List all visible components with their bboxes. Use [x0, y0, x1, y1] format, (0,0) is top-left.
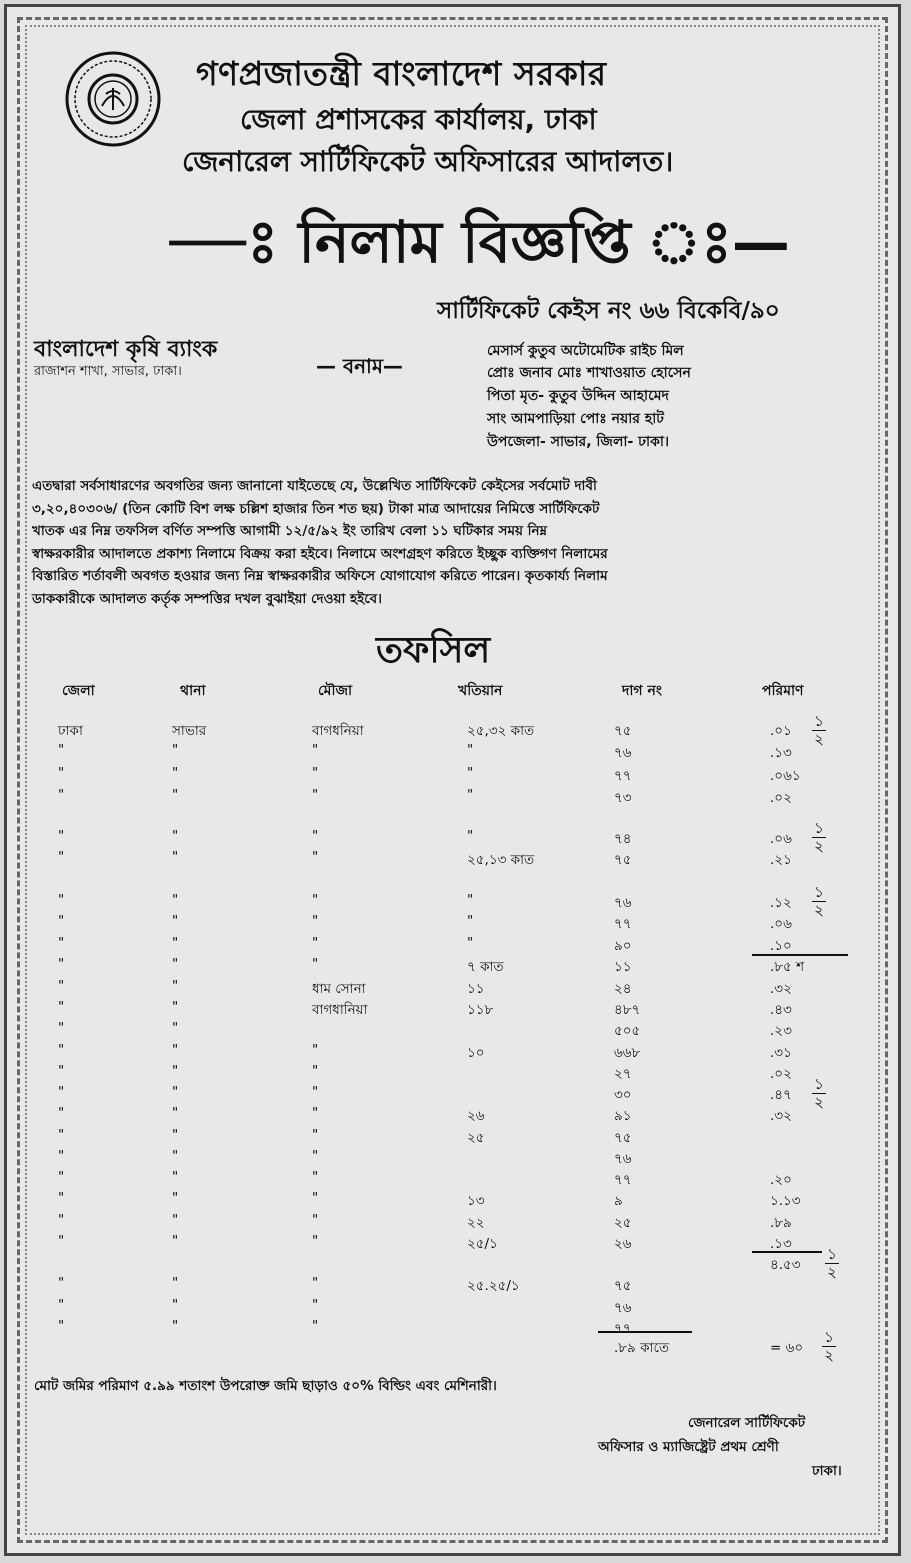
row-amount: .২০ [770, 1172, 792, 1188]
row-amount: .৩১ [770, 1045, 792, 1061]
row-dag: ৯১ [614, 1108, 632, 1124]
row-khatian: ২৬ [467, 1108, 485, 1124]
table-row [0, 828, 911, 848]
row-district: " [58, 1169, 66, 1185]
row-khatian: ২২ [467, 1215, 485, 1231]
row-amount: ১.১৩ [770, 1193, 801, 1209]
row-thana: " [172, 913, 180, 929]
row-district: " [58, 1318, 66, 1334]
row-thana: " [172, 1297, 180, 1313]
row-dag: ৭৫ [614, 852, 632, 868]
notice-line: ৩,২০,৪০৩০৬/ (তিন কোটি বিশ লক্ষ চল্লিশ হাজার তিন শত ছয়) টাকা মাত্র আদায়ের নিমিত্তে সার্টিফিকেট [32, 500, 600, 517]
row-thana: " [172, 1169, 180, 1185]
row-amount: .৩২ [770, 1108, 792, 1124]
table-row [0, 1297, 911, 1317]
row-khatian: ২৫,১৩ কাত [467, 852, 535, 868]
row-dag: ৪৮৭ [614, 1002, 641, 1018]
defendant-line: পিতা মৃত- কুতুব উদ্দিন আহামেদ [487, 388, 669, 404]
table-row [0, 1169, 911, 1189]
row-khatian: ১১ [467, 981, 485, 997]
column-header-dag: দাগ নং [622, 683, 662, 699]
row-mouza: " [312, 1275, 320, 1291]
subtotal-line [752, 1251, 822, 1253]
row-khatian: ২৫/১ [467, 1236, 498, 1252]
row-mouza: " [312, 935, 320, 951]
row-mouza: " [312, 742, 320, 758]
row-dag: ৫০৫ [614, 1023, 641, 1039]
row-district: " [58, 849, 66, 865]
row-mouza: " [312, 765, 320, 781]
row-amount: ৪.৫৩ [770, 1257, 801, 1273]
notice-body [32, 475, 872, 611]
notice-line: স্বাক্ষরকারীর আদালতে প্রকাশ্য নিলামে বিক্রয় করা হইবে। নিলামে অংশগ্রহণ করিতে ইচ্ছুক ব্যক্তিগণ নিলামের [32, 545, 608, 562]
row-mouza: " [312, 1127, 320, 1143]
header-court: জেনারেল সার্টিফিকেট অফিসারের আদালত। [182, 145, 674, 178]
table-row [0, 1084, 911, 1104]
row-amount: .০৬ [770, 831, 792, 847]
column-header-mouza: মৌজা [318, 683, 353, 699]
row-dag: ৭৭ [614, 768, 632, 784]
row-dag: ৬৬৮ [614, 1045, 641, 1061]
row-khatian: " [467, 935, 475, 951]
row-amount: .১৩ [770, 1236, 792, 1252]
table-row [0, 956, 911, 976]
column-header-thana: থানা [180, 683, 206, 699]
table-row [0, 1337, 911, 1357]
row-thana: " [172, 787, 180, 803]
row-mouza: " [312, 1212, 320, 1228]
row-district: " [58, 935, 66, 951]
table-row [0, 892, 911, 912]
row-thana: " [172, 999, 180, 1015]
table-row [0, 1254, 911, 1274]
row-khatian: " [467, 742, 475, 758]
table-row [0, 742, 911, 762]
plaintiff-branch: রাজাশন শাখা, সাভার, ঢাকা। [34, 364, 182, 379]
row-district: " [58, 892, 66, 908]
row-mouza: " [312, 956, 320, 972]
row-dag: ৭৫ [614, 1278, 632, 1294]
row-mouza: " [312, 1148, 320, 1164]
row-khatian: " [467, 828, 475, 844]
row-dag: ৭৩ [614, 790, 632, 806]
table-row [0, 1105, 911, 1125]
table-row [0, 849, 911, 869]
row-thana: " [172, 1063, 180, 1079]
signature-line: জেনারেল সার্টিফিকেট [688, 1415, 806, 1431]
row-thana: " [172, 1020, 180, 1036]
row-district: ঢাকা [58, 723, 83, 739]
row-district: " [58, 1063, 66, 1079]
row-khatian: ২৫,৩২ কাত [467, 723, 535, 739]
row-mouza: " [312, 1105, 320, 1121]
table-row [0, 1127, 911, 1147]
row-district: " [58, 913, 66, 929]
row-thana: " [172, 956, 180, 972]
row-district: " [58, 765, 66, 781]
row-amount: = ৬০ [770, 1340, 804, 1356]
row-dag: ৭৬ [614, 895, 632, 911]
table-row [0, 978, 911, 998]
table-row [0, 720, 911, 740]
row-amount: .৮৯ [770, 1215, 792, 1231]
row-dag: .৮৯ কাতে [614, 1340, 670, 1356]
row-amount: .০২ [770, 1066, 792, 1082]
row-dag: ২৪ [614, 981, 632, 997]
row-mouza: " [312, 913, 320, 929]
row-dag: ৭৫ [614, 1130, 632, 1146]
column-header-amount: পরিমাণ [762, 683, 804, 699]
row-district: " [58, 787, 66, 803]
row-amount: .০১ [770, 723, 792, 739]
defendant-line: প্রোঃ জনাব মোঃ শাখাওয়াত হোসেন [487, 365, 691, 381]
header-office: জেলা প্রশাসকের কার্যালয়, ঢাকা [240, 103, 597, 136]
row-mouza: " [312, 1318, 320, 1334]
row-thana: " [172, 1148, 180, 1164]
schedule-title: তফসিল [376, 630, 491, 671]
row-mouza: বাগধনিয়া [312, 723, 364, 739]
row-khatian: ১০ [467, 1045, 485, 1061]
fraction-half: ১ ২ [825, 1247, 839, 1280]
table-row [0, 1042, 911, 1062]
row-mouza: " [312, 1233, 320, 1249]
notice-line: এতদ্বারা সর্বসাধারণের অবগতির জন্য জানানো যাইতেছে যে, উল্লেখিত সার্টিফিকেট কেইসের সর্বমোট দাবী [32, 478, 597, 494]
row-khatian: " [467, 765, 475, 781]
row-khatian: " [467, 913, 475, 929]
table-row [0, 765, 911, 785]
row-district: " [58, 978, 66, 994]
fraction-half: ১ ২ [812, 1077, 826, 1110]
plaintiff-name: বাংলাদেশ কৃষি ব্যাংক [34, 337, 218, 362]
table-row [0, 1275, 911, 1295]
row-mouza: " [312, 1084, 320, 1100]
row-district: " [58, 1233, 66, 1249]
row-mouza: " [312, 1063, 320, 1079]
row-dag: ২৫ [614, 1215, 632, 1231]
row-dag: ৭৫ [614, 723, 632, 739]
row-amount: .৩২ [770, 981, 792, 997]
row-amount: .১০ [770, 938, 792, 954]
row-amount: .১২ [770, 895, 792, 911]
subtotal-line [598, 1331, 692, 1333]
row-amount: .১৩ [770, 745, 792, 761]
row-district: " [58, 1042, 66, 1058]
row-amount: .৪৭ [770, 1087, 792, 1103]
row-dag: ২৭ [614, 1066, 632, 1082]
row-dag: ১১ [614, 959, 632, 975]
row-mouza: " [312, 828, 320, 844]
row-khatian: ২৫.২৫/১ [467, 1278, 520, 1294]
column-header-district: জেলা [62, 683, 95, 699]
table-row [0, 1148, 911, 1168]
row-mouza: " [312, 787, 320, 803]
row-dag: ২৬ [614, 1236, 632, 1252]
row-amount: .৪৩ [770, 1002, 792, 1018]
notice-line: ডাককারীকে আদালত কর্তৃক সম্পত্তির দখল বুঝাইয়া দেওয়া হইবে। [32, 590, 382, 607]
fraction-half: ১ ২ [812, 821, 826, 854]
signature-line: অফিসার ও ম্যাজিষ্ট্রেট প্রথম শ্রেণী [598, 1439, 779, 1455]
row-amount: .০২ [770, 790, 792, 806]
row-amount: .০৬ [770, 916, 792, 932]
table-row [0, 999, 911, 1019]
table-row [0, 935, 911, 955]
row-district: " [58, 1084, 66, 1100]
fraction-half: ১ ২ [822, 1330, 836, 1363]
row-khatian: " [467, 787, 475, 803]
notice-line: বিস্তারিত শর্তাবলী অবগত হওয়ার জন্য নিম্ন স্বাক্ষরকারীর অফিসে যোগাযোগ করিতে পারেন। কৃতকার্য্য নিলাম [32, 568, 608, 585]
table-row [0, 913, 911, 933]
total-land-note: মোট জমির পরিমাণ ৫.৯৯ শতাংশ উপরোক্ত জমি ছাড়াও ৫০% বিল্ডিং এবং মেশিনারী। [34, 1378, 497, 1394]
row-thana: " [172, 935, 180, 951]
row-thana: সাভার [172, 723, 207, 739]
row-district: " [58, 742, 66, 758]
row-thana: " [172, 1212, 180, 1228]
table-row [0, 787, 911, 807]
table-row [0, 1212, 911, 1232]
subtotal-line [752, 954, 848, 956]
row-district: " [58, 1190, 66, 1206]
page-title: —ঃ নিলাম বিজ্ঞপ্তি ঃ— [170, 208, 790, 276]
row-thana: " [172, 1084, 180, 1100]
table-row [0, 1318, 911, 1338]
row-thana: " [172, 765, 180, 781]
row-thana: " [172, 978, 180, 994]
row-thana: " [172, 892, 180, 908]
row-mouza: " [312, 892, 320, 908]
table-row [0, 1020, 911, 1040]
row-amount: .২১ [770, 852, 792, 868]
row-thana: " [172, 742, 180, 758]
row-thana: " [172, 1127, 180, 1143]
row-dag: ৭৬ [614, 745, 632, 761]
table-row [0, 1190, 911, 1210]
row-district: " [58, 956, 66, 972]
fraction-half: ১ ২ [812, 885, 826, 918]
row-dag: ৭৪ [614, 831, 632, 847]
row-thana: " [172, 1318, 180, 1334]
row-amount: .৮৫ শ [770, 959, 805, 975]
row-mouza: " [312, 1297, 320, 1313]
defendant-line: সাং আমপাড়িয়া পোঃ নয়ার হাট [487, 411, 664, 427]
row-thana: " [172, 1233, 180, 1249]
row-dag: ৭৭ [614, 1321, 632, 1337]
row-dag: ৭৬ [614, 1300, 632, 1316]
row-dag: ৯০ [614, 938, 632, 954]
row-mouza: " [312, 849, 320, 865]
row-khatian: ৭ কাত [467, 959, 504, 975]
row-district: " [58, 1127, 66, 1143]
versus-label: — বনাম— [316, 354, 403, 378]
row-dag: ৭৬ [614, 1151, 632, 1167]
table-row [0, 1063, 911, 1083]
defendant-line: মেসার্স কুতুব অটোমেটিক রাইচ মিল [487, 343, 684, 359]
column-header-khatian: খতিয়ান [458, 683, 503, 699]
row-district: " [58, 1105, 66, 1121]
row-khatian: " [467, 892, 475, 908]
row-mouza: বাগধানিয়া [312, 1002, 368, 1018]
row-khatian: ১১৮ [467, 1002, 494, 1018]
row-thana: " [172, 1190, 180, 1206]
row-khatian: ১৩ [467, 1193, 485, 1209]
row-district: " [58, 999, 66, 1015]
row-thana: " [172, 1275, 180, 1291]
row-mouza: ধাম সোনা [312, 981, 366, 997]
row-thana: " [172, 1042, 180, 1058]
row-district: " [58, 1275, 66, 1291]
notice-line: খাতক এর নিম্ন তফসিল বর্ণিত সম্পত্তি আগামী ১২/৫/৯২ ইং তারিখ বেলা ১১ ঘটিকার সময় নিম্ন [32, 523, 547, 540]
row-mouza: " [312, 1042, 320, 1058]
row-amount: .২৩ [770, 1023, 792, 1039]
government-seal-icon [64, 50, 162, 148]
row-khatian: ২৫ [467, 1130, 485, 1146]
signature-line: ঢাকা। [812, 1463, 842, 1479]
table-row [0, 1233, 911, 1253]
case-number: সার্টিফিকেট কেইস নং ৬৬ বিকেবি/৯০ [437, 298, 780, 324]
row-district: " [58, 1212, 66, 1228]
row-amount: .০৬১ [770, 768, 801, 784]
row-thana: " [172, 828, 180, 844]
row-dag: ৭৭ [614, 916, 632, 932]
row-thana: " [172, 1105, 180, 1121]
row-mouza: " [312, 1190, 320, 1206]
row-dag: ৭৭ [614, 1172, 632, 1188]
row-district: " [58, 828, 66, 844]
row-dag: ৯ [614, 1193, 623, 1209]
row-district: " [58, 1297, 66, 1313]
row-dag: ৩০ [614, 1087, 632, 1103]
row-mouza: " [312, 1169, 320, 1185]
fraction-half: ১ ২ [812, 714, 826, 747]
header-government: গণপ্রজাতন্ত্রী বাংলাদেশ সরকার [196, 54, 607, 93]
row-district: " [58, 1020, 66, 1036]
defendant-line: উপজেলা- সাভার, জিলা- ঢাকা। [487, 434, 669, 450]
row-thana: " [172, 849, 180, 865]
row-district: " [58, 1148, 66, 1164]
